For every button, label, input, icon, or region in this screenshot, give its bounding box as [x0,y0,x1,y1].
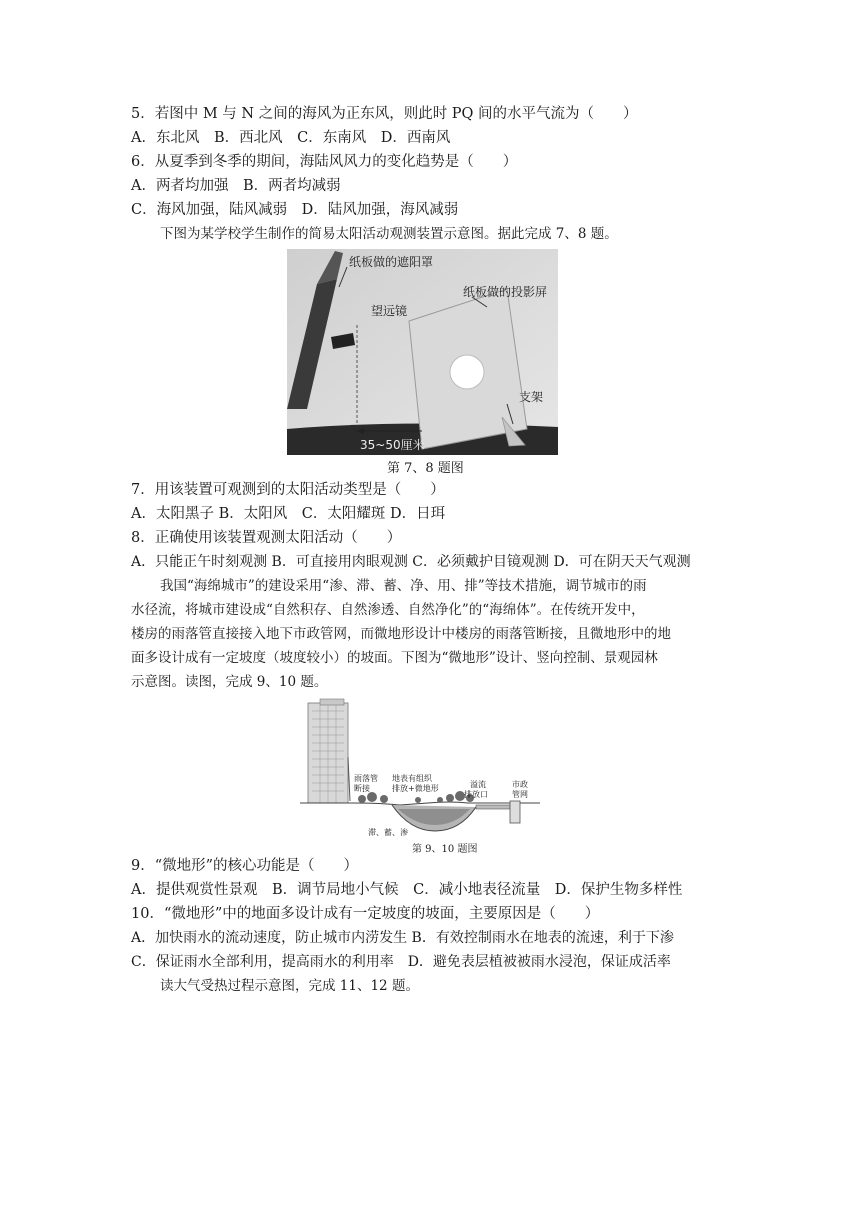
intro-9-10-line2: 水径流，将城市建设成“自然积存、自然渗透、自然净化”的“海绵体”。在传统开发中， [131,602,645,618]
q9-options: A．提供观赏性景观 B．调节局地小气候 C．减小地表径流量 D．保护生物多样性 [131,882,683,898]
figure-9-10-caption: 第 9、10 题图 [412,844,478,855]
q7-stem: 7．用该装置可观测到的太阳活动类型是（ ） [131,482,445,498]
q6-stem: 6．从夏季到冬季的期间，海陆风风力的变化趋势是（ ） [131,154,518,170]
intro-9-10-line4: 面多设计成有一定坡度（坡度较小）的坡面。下图为“微地形”设计、竖向控制、景观园林 [131,650,658,666]
q10-options-cd: C．保证雨水全部利用，提高雨水的利用率 D．避免表层植被被雨水浸泡，保证成活率 [131,954,671,970]
solar-device-illustration [287,249,558,455]
q9-stem: 9．“微地形”的核心功能是（ ） [131,858,359,874]
label-pipe-1: 雨落管 [354,774,378,783]
q10-options-ab: A．加快雨水的流动速度，防止城市内涝发生 B．有效控制雨水在地表的流速，利于下渗 [131,930,674,946]
intro-9-10-line1: 我国“海绵城市”的建设采用“渗、滞、蓄、净、用、排”等技术措施，调节城市的雨 [160,578,647,594]
label-overflow-1: 溢流 [470,780,486,789]
q8-stem: 8．正确使用该装置观测太阳活动（ ） [131,530,402,546]
label-pipe-2: 断接 [354,784,370,793]
label-network-2: 管网 [512,790,528,799]
label-network-1: 市政 [512,780,528,789]
label-surface-2: 排放+微地形 [392,784,439,793]
label-surface-1: 地表有组织 [392,774,432,783]
micro-terrain-illustration [300,697,540,839]
q5-options: A．东北风 B．西北风 C．东南风 D．西南风 [131,130,451,146]
intro-7-8: 下图为某学校学生制作的简易太阳活动观测装置示意图。据此完成 7、8 题。 [160,226,618,242]
q6-options-ab: A．两者均加强 B．两者均减弱 [131,178,341,194]
label-overflow-2: 排放口 [464,790,488,799]
q7-options: A．太阳黑子 B．太阳风 C．太阳耀斑 D．日珥 [131,506,446,522]
solar-device-figure [287,249,558,455]
intro-11-12: 读大气受热过程示意图，完成 11、12 题。 [160,978,419,994]
micro-terrain-figure [300,697,540,839]
q10-stem: 10．“微地形”中的地面多设计成有一定坡度的坡面，主要原因是（ ） [131,906,600,922]
figure-7-8-caption: 第 7、8 题图 [387,461,464,476]
intro-9-10-line3: 楼房的雨落管直接接入地下市政管网，而微地形设计中楼房的雨落管断接，且微地形中的地 [131,626,671,642]
label-shade: 纸板做的遮阳罩 [349,255,434,269]
label-distance: 35~50厘米 [360,438,425,452]
q8-options: A．只能正午时刻观测 B．可直接用肉眼观测 C．必须戴护目镜观测 D．可在阴天天气观测 [131,554,691,570]
label-telescope: 望远镜 [371,304,408,318]
intro-9-10-line5: 示意图。读图，完成 9、10 题。 [131,674,328,690]
label-stand: 支架 [519,390,544,404]
q6-options-cd: C．海风加强，陆风减弱 D．陆风加强，海风减弱 [131,202,459,218]
label-bottom: 滞、蓄、渗 [368,828,408,837]
q5-stem: 5．若图中 M 与 N 之间的海风为正东风，则此时 PQ 间的水平气流为（ ） [131,106,638,122]
label-screen: 纸板做的投影屏 [463,285,548,299]
